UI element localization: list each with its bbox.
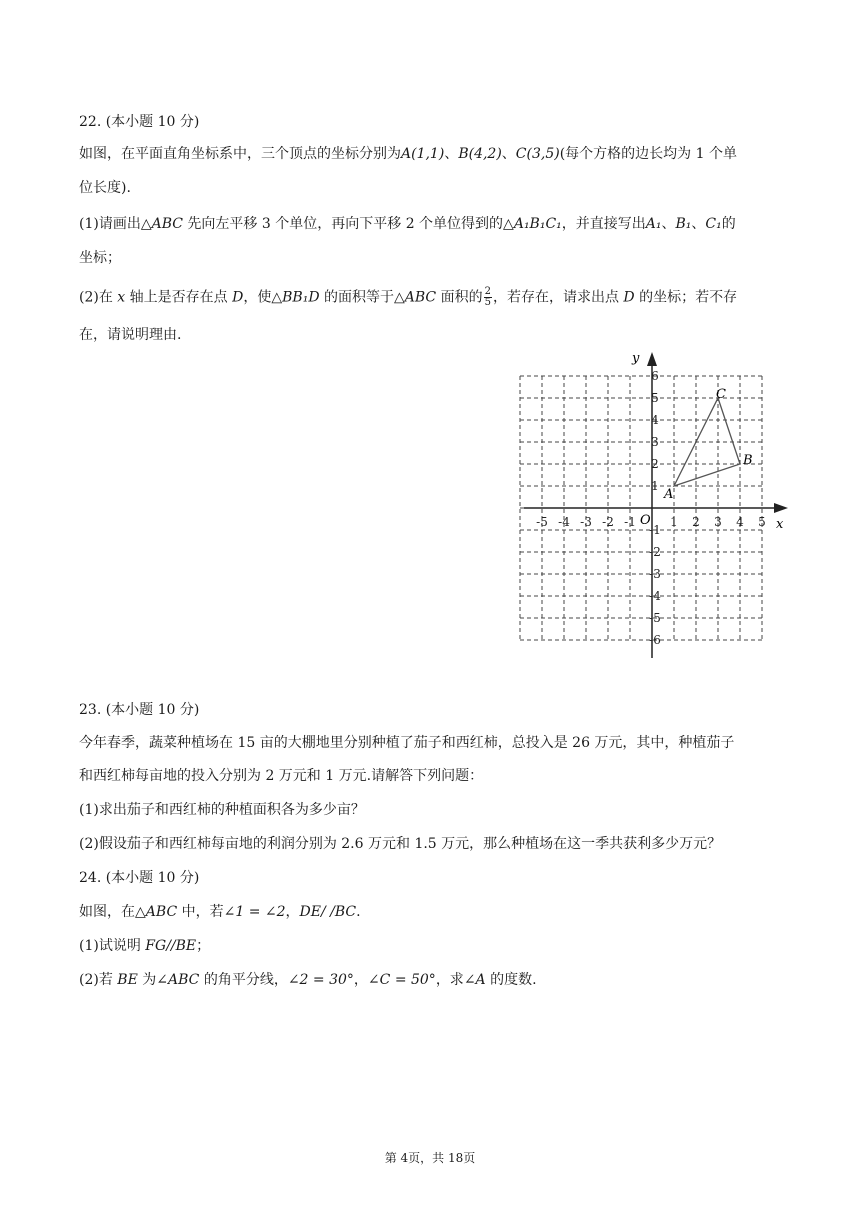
x-axis-arrow-icon bbox=[774, 503, 788, 513]
q23-part1: (1)求出茄子和西红柿的种植面积各为多少亩？ bbox=[79, 802, 365, 818]
q24-line1 bbox=[79, 902, 361, 922]
q24-text: ， bbox=[285, 904, 300, 920]
separator: 、 bbox=[501, 146, 516, 162]
q22-intro-line2: 位长度). bbox=[79, 180, 131, 196]
q22-header: 22. (本小题 10 分) bbox=[79, 114, 200, 130]
q22-text: (每个方格的边长均为 1 个单 bbox=[559, 146, 737, 162]
q22-text: 面积的 bbox=[436, 289, 483, 306]
parallel-fg-be: FG//BE bbox=[145, 938, 197, 954]
point-a-label: A bbox=[664, 487, 674, 502]
y-tick-label: 6 bbox=[651, 369, 659, 383]
x-tick-label: -4 bbox=[558, 515, 570, 529]
triangle-abc: ABC bbox=[151, 216, 183, 232]
fraction-numerator: 2 bbox=[484, 286, 491, 297]
triangle-abc: ABC bbox=[404, 289, 437, 306]
origin-label: O bbox=[640, 513, 651, 528]
fraction-two-fifths bbox=[484, 287, 492, 308]
coordinate-grid bbox=[518, 348, 790, 664]
x-tick-label: -5 bbox=[536, 515, 548, 529]
y-tick-label: -5 bbox=[649, 611, 661, 625]
x-tick-label: -3 bbox=[580, 515, 592, 529]
triangle-bb1d: BB₁D bbox=[282, 289, 320, 306]
q22-text: 轴上是否存在点 bbox=[125, 289, 228, 306]
angle-equation: ∠1 = ∠2 bbox=[223, 904, 286, 920]
y-axis-label: y bbox=[632, 351, 640, 366]
q23-line2: 和西红柿每亩地的投入分别为 2 万元和 1 万元.请解答下列问题： bbox=[79, 768, 484, 784]
q24-text: 为 bbox=[137, 972, 157, 988]
q23-line1: 今年春季，蔬菜种植场在 15 亩的大棚地里分别种植了茄子和西红柿，总投入是 26 万元，其中，种植茄子 bbox=[79, 735, 735, 751]
point-c-coord: C(3,5) bbox=[515, 146, 560, 162]
triangle-abc: ABC bbox=[145, 904, 178, 920]
x-tick-label: 5 bbox=[758, 515, 766, 529]
q24-text: (1)试说明 bbox=[79, 938, 141, 954]
q22-text: 的坐标；若不存 bbox=[634, 289, 738, 306]
point-d: D bbox=[623, 289, 635, 306]
point-b-label: B bbox=[743, 453, 753, 468]
x-tick-label: 3 bbox=[714, 515, 722, 529]
q22-text: ，并直接写出 bbox=[561, 216, 646, 232]
y-tick-label: 3 bbox=[651, 435, 659, 449]
q22-part2-line1 bbox=[79, 287, 737, 308]
q24-text: 中，若 bbox=[177, 904, 224, 920]
y-tick-label: -1 bbox=[649, 523, 661, 537]
x-tick-label: -1 bbox=[624, 515, 636, 529]
segment-be: BE bbox=[117, 972, 138, 988]
angle-2-value: ∠2 = 30° bbox=[287, 972, 354, 988]
x-axis-label: x bbox=[776, 517, 784, 532]
fraction-denominator: 5 bbox=[484, 297, 491, 308]
q22-text: 的 bbox=[721, 216, 736, 232]
y-tick-label: 1 bbox=[651, 479, 659, 493]
x-tick-label: 1 bbox=[670, 515, 678, 529]
y-tick-label: -4 bbox=[649, 589, 661, 603]
q24-header: 24. (本小题 10 分) bbox=[79, 870, 200, 886]
q22-text: (2)在 bbox=[79, 289, 113, 306]
point-d: D bbox=[232, 289, 244, 306]
x-axis-var: x bbox=[117, 289, 126, 306]
q24-part1 bbox=[79, 936, 210, 956]
q22-part1-line1: (1)请画出△ABC 先向左平移 3 个单位，再向下平移 2 个单位得到的△A₁B₁C₁，并直接写出A₁、B₁、C₁的 bbox=[79, 216, 736, 232]
q24-text: ， bbox=[353, 972, 368, 988]
y-axis-arrow-icon bbox=[647, 352, 657, 366]
q22-text: ，使△ bbox=[243, 289, 283, 306]
point-a1: A₁ bbox=[645, 216, 662, 232]
point-c1: C₁ bbox=[705, 216, 722, 232]
point-a-coord: A(1,1) bbox=[401, 146, 445, 162]
q22-intro-line1 bbox=[79, 144, 737, 164]
y-tick-label: -2 bbox=[649, 545, 661, 559]
q23-header: 23. (本小题 10 分) bbox=[79, 702, 200, 718]
y-tick-label: 4 bbox=[651, 413, 659, 427]
q22-text: 的面积等于△ bbox=[319, 289, 405, 306]
q24-text: . bbox=[356, 904, 361, 920]
angle-abc: ∠ABC bbox=[156, 972, 200, 988]
point-c-label: C bbox=[716, 387, 726, 402]
q22-text: ，若存在，请求出点 bbox=[492, 289, 619, 306]
y-tick-label: 5 bbox=[651, 391, 659, 405]
parallel-de-bc: DE/ /BC bbox=[299, 904, 357, 920]
q24-text: 的角平分线， bbox=[199, 972, 288, 988]
q22-text: (1)请画出△ bbox=[79, 216, 152, 232]
q23-part2: (2)假设茄子和西红柿每亩地的利润分别为 2.6 万元和 1.5 万元，那么种植场在这一季共获利多少万元？ bbox=[79, 836, 722, 852]
separator: 、 bbox=[444, 146, 459, 162]
angle-a: ∠A bbox=[463, 972, 486, 988]
q24-part2 bbox=[79, 970, 537, 990]
q22-part2-line2: 在，请说明理由. bbox=[79, 327, 182, 343]
y-tick-label: -3 bbox=[649, 567, 661, 581]
q24-text: 的度数. bbox=[485, 972, 537, 988]
page-footer: 第 4页，共 18页 bbox=[384, 1151, 476, 1165]
q22-text: 先向左平移 3 个单位，再向下平移 2 个单位得到的△ bbox=[182, 216, 514, 232]
y-tick-label: -6 bbox=[649, 633, 661, 647]
q24-text: 如图，在△ bbox=[79, 904, 146, 920]
q24-text: (2)若 bbox=[79, 972, 113, 988]
q22-part1-line2: 坐标； bbox=[79, 250, 121, 266]
triangle-a1b1c1: A₁B₁C₁ bbox=[513, 216, 562, 232]
q24-text: ； bbox=[196, 938, 211, 954]
point-b1: B₁ bbox=[675, 216, 692, 232]
x-tick-label: 2 bbox=[692, 515, 700, 529]
q24-text: ，求 bbox=[435, 972, 464, 988]
x-tick-label: -2 bbox=[602, 515, 614, 529]
x-tick-label: 4 bbox=[736, 515, 744, 529]
point-b-coord: B(4,2) bbox=[458, 146, 502, 162]
angle-c-value: ∠C = 50° bbox=[367, 972, 436, 988]
y-tick-label: 2 bbox=[651, 457, 659, 471]
q22-text: 如图，在平面直角坐标系中，三个顶点的坐标分别为 bbox=[79, 146, 401, 162]
